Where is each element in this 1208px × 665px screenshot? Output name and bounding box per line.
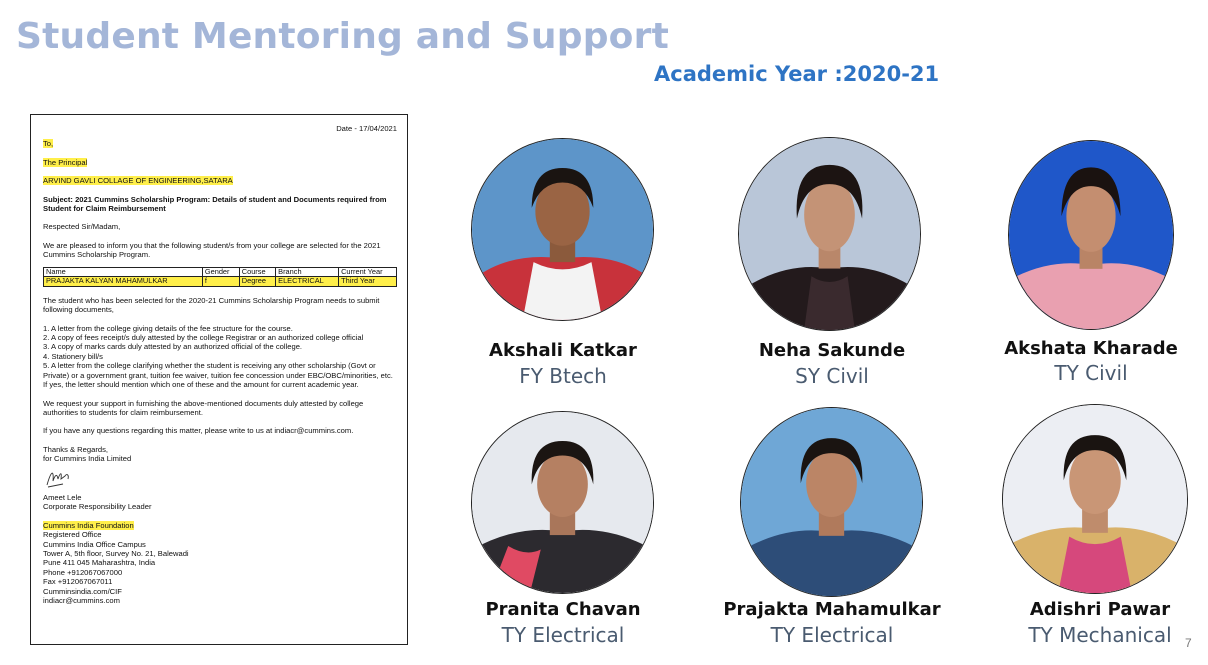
letter-address-line: Pune 411 045 Maharashtra, India bbox=[43, 558, 156, 568]
academic-year: Academic Year :2020-21 bbox=[654, 62, 940, 86]
letter-intro: We are pleased to inform you that the following student/s from your college are selected for the 2021 Cummins Scholarship Program. bbox=[43, 240, 381, 260]
table-cell: PRAJAKTA KALYAN MAHAMULKAR bbox=[44, 277, 203, 287]
student-name: Pranita Chavan bbox=[485, 599, 641, 620]
letter-thanks: Thanks & Regards, bbox=[43, 444, 108, 454]
letter-address-line: Tower A, 5th floor, Survey No. 21, Balewadi bbox=[43, 548, 189, 558]
letter-list-item: 5. A letter from the college clarifying whether the student is receiving any other scholarship (Govt or Private) or a government grant, tuition fee waiver, tuition fee concession under EBC/OBC/minorities, etc. If yes, the letter should mention which one of these and the amount for current academic year. bbox=[43, 361, 393, 390]
letter-address-line: Phone +912067067000 bbox=[43, 567, 123, 577]
student-table bbox=[43, 267, 397, 287]
student-name: Neha Sakunde bbox=[758, 340, 906, 361]
letter-recipient: The Principal bbox=[43, 157, 88, 167]
student-name: Akshali Katkar bbox=[489, 340, 637, 361]
student-photo-akshata bbox=[1008, 140, 1174, 330]
student-dept: FY Btech bbox=[519, 364, 607, 388]
table-header-cell: Branch bbox=[276, 267, 339, 277]
student-photo-pranita bbox=[471, 411, 654, 594]
letter-para2: We request your support in furnishing the above-mentioned documents duly attested by college authorities to students for claim reimbursement. bbox=[43, 398, 364, 417]
student-name: Akshata Kharade bbox=[1004, 338, 1178, 359]
letter-address-line: Cumminsindia.com/CIF bbox=[43, 586, 122, 596]
table-cell: f bbox=[202, 277, 239, 287]
letter-to: To, bbox=[43, 139, 54, 149]
letter-para3: If you have any questions regarding this matter, please write to us at indiacr@cummins.com. bbox=[43, 426, 354, 436]
letter-for-org: for Cummins India Limited bbox=[43, 454, 132, 464]
letter-list-item: 2. A copy of fees receipt/s duly attested by the college Registrar or an authorized college official bbox=[43, 333, 364, 343]
table-cell: ELECTRICAL bbox=[276, 277, 339, 287]
student-photo-akshali bbox=[471, 138, 654, 321]
letter-foundation: Cummins India Foundation bbox=[43, 520, 134, 530]
letter-list-item: 3. A copy of marks cards duly attested by an authorized official of the college. bbox=[43, 342, 303, 352]
table-header-cell: Name bbox=[44, 267, 203, 277]
letter-salutation: Respected Sir/Madam, bbox=[43, 222, 121, 232]
letter-address-line: Cummins India Office Campus bbox=[43, 539, 146, 549]
student-dept: TY Mechanical bbox=[1028, 623, 1172, 647]
letter-college: ARVIND GAVLI COLLAGE OF ENGINEERING,SATARA bbox=[43, 176, 233, 186]
table-cell: Third Year bbox=[339, 277, 397, 287]
table-header-cell: Course bbox=[239, 267, 275, 277]
table-row bbox=[44, 277, 397, 287]
letter-para1: The student who has been selected for the 2020-21 Cummins Scholarship Program needs to submit following documents, bbox=[43, 295, 380, 315]
letter-address-line: Registered Office bbox=[43, 530, 102, 540]
student-dept: TY Electrical bbox=[770, 623, 894, 647]
student-dept: SY Civil bbox=[795, 364, 869, 388]
student-photo-neha bbox=[738, 137, 921, 331]
letter-address-line: indiacr@cummins.com bbox=[43, 596, 120, 605]
scholarship-letter bbox=[30, 114, 408, 645]
table-cell: Degree bbox=[239, 277, 275, 287]
letter-signer-name: Ameet Lele bbox=[43, 492, 82, 502]
letter-date: Date - 17/04/2021 bbox=[336, 124, 397, 133]
table-header-cell: Current Year bbox=[339, 267, 397, 277]
student-photo-adishri bbox=[1002, 404, 1188, 594]
letter-subject: Subject: 2021 Cummins Scholarship Program: Details of student and Documents required from Student for Claim Reimbursement bbox=[43, 194, 387, 214]
student-dept: TY Electrical bbox=[501, 623, 625, 647]
letter-signer-title: Corporate Responsibility Leader bbox=[43, 502, 152, 512]
page-title: Student Mentoring and Support bbox=[16, 16, 669, 57]
signature-image bbox=[45, 467, 79, 489]
page-number: 7 bbox=[1185, 636, 1192, 650]
letter-list-item: 4. Stationery bill/s bbox=[43, 351, 103, 361]
letter-list-item: 1. A letter from the college giving details of the fee structure for the course. bbox=[43, 323, 293, 333]
student-name: Prajakta Mahamulkar bbox=[723, 599, 941, 620]
student-photo-prajakta bbox=[740, 407, 923, 597]
letter-address-line: Fax +912067067011 bbox=[43, 577, 113, 587]
table-header-cell: Gender bbox=[202, 267, 239, 277]
student-name: Adishri Pawar bbox=[1029, 599, 1171, 620]
student-dept: TY Civil bbox=[1054, 361, 1128, 385]
